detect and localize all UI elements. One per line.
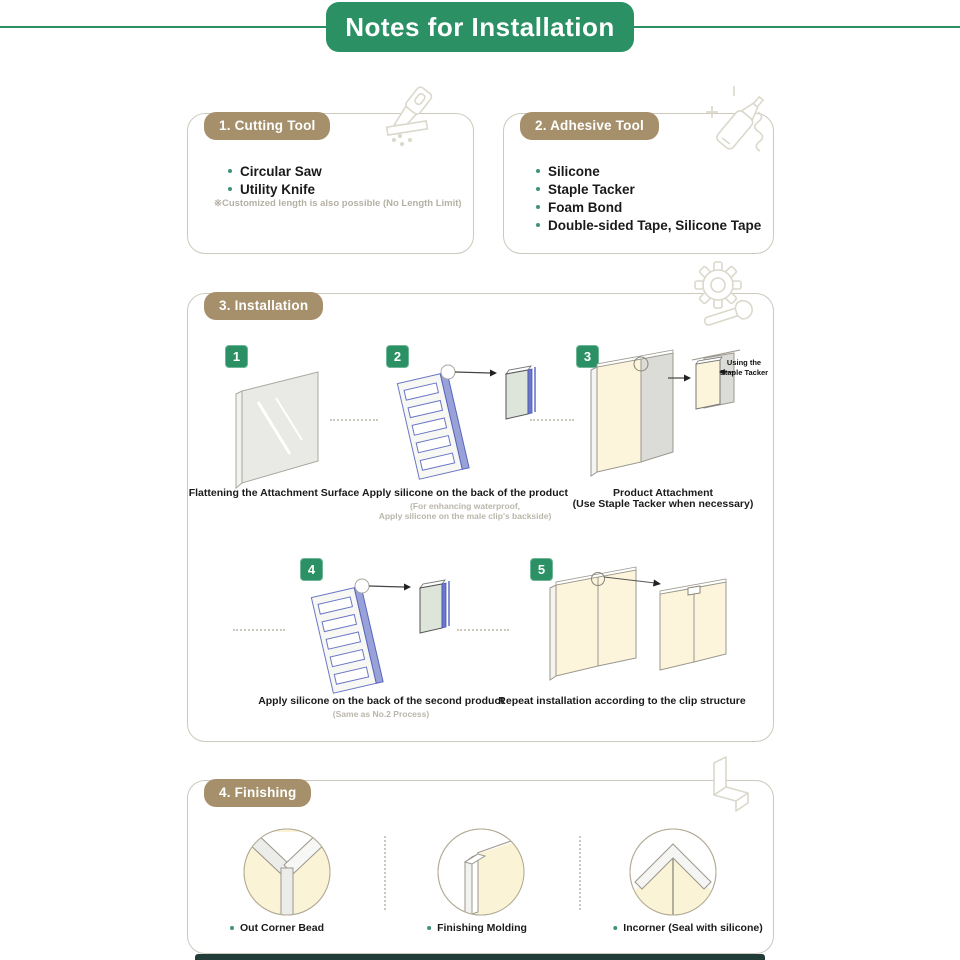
bullet-dot	[536, 223, 540, 227]
dotted-divider	[384, 836, 386, 910]
step-caption: Apply silicone on the back of the second product	[258, 695, 504, 707]
step-number-badge: 3	[576, 345, 599, 368]
list-item-label: Circular Saw	[240, 163, 322, 179]
dotted-connector	[457, 629, 509, 631]
list-item-label: Utility Knife	[240, 181, 316, 197]
list-item-label: Double-sided Tape, Silicone Tape	[548, 217, 762, 233]
finishing-molding-illustration	[435, 826, 527, 918]
out-corner-bead-illustration	[241, 826, 333, 918]
silicone-applied-panel-illustration	[302, 566, 452, 704]
adhesive-tool-list	[536, 162, 761, 234]
cutting-tool-list	[228, 162, 322, 198]
step-subcaption: (Same as No.2 Process)	[332, 709, 430, 719]
bullet-dot	[613, 926, 617, 930]
page-title: Notes for Installation	[326, 2, 634, 52]
corner-molding-icon	[700, 753, 762, 817]
bullet-dot	[536, 169, 540, 173]
finishing-caption	[427, 922, 527, 934]
dotted-connector	[530, 419, 574, 421]
installation-label: 3. Installation	[204, 292, 323, 320]
silicone-applied-panel-illustration	[388, 352, 538, 490]
step-caption: Flattening the Attachment Surface	[188, 487, 360, 499]
repeat-installation-illustration	[542, 562, 732, 692]
list-item	[536, 162, 761, 180]
staple-tacker-inset-illustration	[668, 346, 776, 418]
staple-tacker-annotation	[718, 358, 770, 377]
annotation-line: Using the	[726, 358, 762, 367]
finishing-caption-label: Out Corner Bead	[239, 922, 325, 934]
incorner-illustration	[627, 826, 719, 918]
list-item	[536, 180, 761, 198]
finishing-label: 4. Finishing	[204, 779, 311, 807]
list-item-label: Staple Tacker	[548, 181, 635, 197]
bullet-dot	[230, 926, 234, 930]
gear-wrench-icon	[690, 258, 758, 332]
bullet-dot	[536, 205, 540, 209]
step-caption: Repeat installation according to the clip structure	[498, 695, 746, 707]
list-item	[228, 180, 322, 198]
dotted-connector	[233, 629, 285, 631]
bullet-dot	[427, 926, 431, 930]
list-item	[536, 198, 761, 216]
list-item-label: Silicone	[548, 163, 600, 179]
step-caption: (Use Staple Tacker when necessary)	[572, 498, 754, 510]
cutting-note: ※Customized length is also possible (No Length Limit)	[214, 198, 462, 209]
page-edge-bar	[195, 954, 765, 960]
step-subcaption: (For enhancing waterproof,	[409, 501, 521, 511]
annotation-line: Staple Tacker	[719, 367, 769, 377]
bullet-dot	[228, 169, 232, 173]
bullet-dot	[228, 187, 232, 191]
utility-knife-icon	[372, 84, 450, 158]
step-number-badge: 1	[225, 345, 248, 368]
finishing-caption-label: Incorner (Seal with silicone)	[623, 922, 763, 934]
finishing-caption-label: Finishing Molding	[437, 922, 527, 934]
finishing-caption	[230, 922, 324, 934]
finishing-caption	[613, 922, 762, 934]
dotted-connector	[330, 419, 378, 421]
step-number-badge: 5	[530, 558, 553, 581]
step-number-badge: 4	[300, 558, 323, 581]
step-subcaption: Apply silicone on the male clip's backside)	[378, 511, 552, 521]
step-caption: Apply silicone on the back of the product	[362, 487, 568, 499]
adhesive-tool-label: 2. Adhesive Tool	[520, 112, 659, 140]
list-item-label: Foam Bond	[548, 199, 623, 215]
list-item	[536, 216, 761, 234]
cutting-tool-label: 1. Cutting Tool	[204, 112, 330, 140]
list-item	[228, 162, 322, 180]
glue-bottle-icon	[698, 82, 788, 164]
step-caption: Product Attachment	[613, 487, 713, 499]
step-number-badge: 2	[386, 345, 409, 368]
dotted-divider	[579, 836, 581, 910]
bullet-dot	[536, 187, 540, 191]
flat-panel-illustration	[228, 368, 328, 496]
